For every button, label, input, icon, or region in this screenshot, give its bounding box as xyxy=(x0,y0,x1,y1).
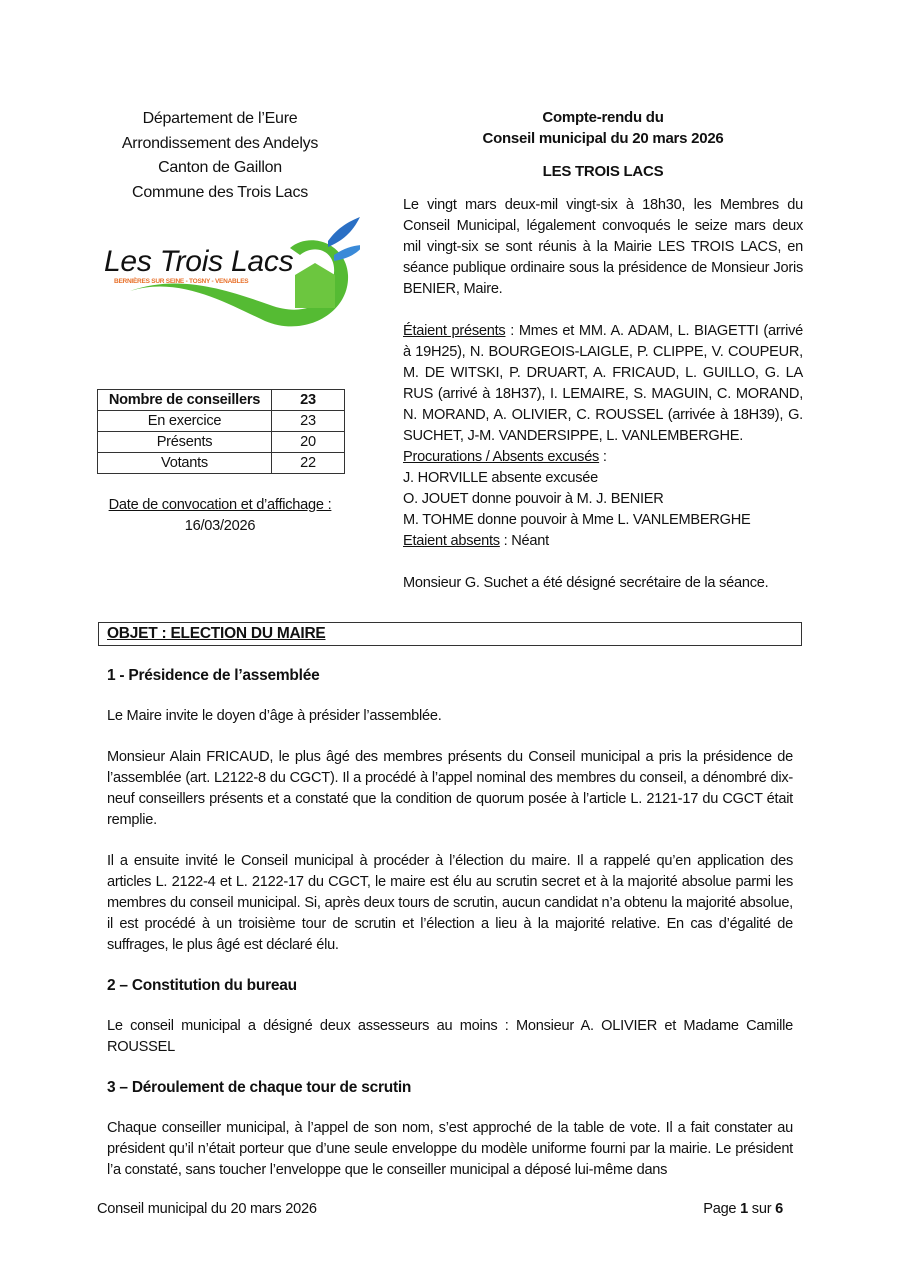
convocation-value: 16/03/2026 xyxy=(184,518,256,534)
table-row xyxy=(98,453,345,474)
conseillers-table xyxy=(97,389,345,474)
section-heading: 2 – Constitution du bureau xyxy=(107,977,297,994)
row-label: Nombre de conseillers xyxy=(98,390,272,411)
table-row xyxy=(98,432,345,453)
left-column xyxy=(95,107,345,594)
presents-text: : Mmes et MM. A. ADAM, L. BIAGETTI (arrivé à 19H25), N. BOURGEOIS-LAIGLE, P. CLIPPE, V. COUPEUR, M. DE WITSKI, P. DRUART, A. FRICAUD, L. GUILLO, G. LA RUS (arrivé à 18H37), I. LEMAIRE, S. MAGUIN, C. MORAND, N. MORAND, A. OLIVIER, C. ROUSSEL (arrivée à 18H39), G. SUCHET, J-M. VANDERSIPPE, L. VANLEMBERGHE. xyxy=(403,323,803,444)
current-page: 1 xyxy=(740,1201,748,1217)
administrative-header xyxy=(95,107,345,205)
absents-label: Etaient absents xyxy=(403,533,500,549)
page-number xyxy=(703,1201,783,1217)
paragraph: Monsieur Alain FRICAUD, le plus âgé des membres présents du Conseil municipal a pris la présidence de l’assemblée (art. L2122-8 du CGCT). Il a procédé à l’appel nominal des membres du conseil, a dénombré dix-neuf conseillers présents et a constaté que la condition de quorum posée à l’article L. 2121-17 du CGCT était remplie. xyxy=(107,749,793,828)
row-value: 23 xyxy=(272,390,345,411)
convocation-date xyxy=(95,495,345,537)
commune-title: LES TROIS LACS xyxy=(542,163,664,180)
section-heading: 3 – Déroulement de chaque tour de scrutin xyxy=(107,1079,412,1096)
procuration-item: M. TOHME donne pouvoir à Mme L. VANLEMBERGHE xyxy=(403,512,751,528)
arrondissement: Arrondissement des Andelys xyxy=(121,134,319,152)
page-sep: sur xyxy=(747,1201,776,1217)
table-row xyxy=(98,411,345,432)
commune: Commune des Trois Lacs xyxy=(132,183,308,201)
page-footer xyxy=(97,1201,783,1223)
section-heading: 1 - Présidence de l’assemblée xyxy=(107,667,320,684)
row-value: 20 xyxy=(272,432,345,453)
report-title xyxy=(403,107,803,149)
objet-box xyxy=(98,622,802,646)
objet-title: OBJET : ELECTION DU MAIRE xyxy=(107,625,326,642)
right-column xyxy=(403,107,803,594)
procuration-item: J. HORVILLE absente excusée xyxy=(403,470,598,486)
paragraph: Le Maire invite le doyen d’âge à présider l’assemblée. xyxy=(107,708,442,724)
total-pages: 6 xyxy=(775,1201,783,1217)
commune-logo xyxy=(100,213,360,339)
canton: Canton de Gaillon xyxy=(158,159,282,176)
presents-paragraph xyxy=(403,321,803,447)
paragraph: Le conseil municipal a désigné deux assesseurs au moins : Monsieur A. OLIVIER et Madame Camille ROUSSEL xyxy=(107,1018,793,1055)
paragraph: Chaque conseiller municipal, à l’appel de son nom, s’est approché de la table de vote. Il a fait constater au président qu’il n’était porteur que d’une seule enveloppe du modèle uniforme fourni par la mairie. Le président l’a constaté, sans toucher l’enveloppe que le conseiller municipal a déposé lui-même dans xyxy=(107,1120,793,1178)
secretaire-line: Monsieur G. Suchet a été désigné secrétaire de la séance. xyxy=(403,575,769,591)
row-label: En exercice xyxy=(98,411,272,432)
meeting-details xyxy=(403,195,803,594)
page-prefix: Page xyxy=(703,1201,741,1217)
table-row xyxy=(98,390,345,411)
paragraph: Il a ensuite invité le Conseil municipal à procéder à l’élection du maire. Il a rappelé qu’en application des articles L. 2122-4 et L. 2122-17 du CGCT, le maire est élu au scrutin secret et à la majorité absolue parmi les membres du conseil municipal. Si, après deux tours de scrutin, aucun candidat n’a obtenu la majorité absolue, il est procédé à un troisième tour de scrutin et l’élection a lieu à la majorité relative. En cas d’égalité de suffrages, le plus âgé est déclaré élu. xyxy=(107,853,793,953)
row-label: Présents xyxy=(98,432,272,453)
footer-title: Conseil municipal du 20 mars 2026 xyxy=(97,1201,317,1217)
procurations-suffix: : xyxy=(599,449,607,465)
absents-text: : Néant xyxy=(499,533,549,549)
procuration-item: O. JOUET donne pouvoir à M. J. BENIER xyxy=(403,491,664,507)
svg-text:Les Trois Lacs: Les Trois Lacs xyxy=(104,245,294,278)
intro-paragraph: Le vingt mars deux-mil vingt-six à 18h30, les Membres du Conseil Municipal, légalement convoqués le seize mars deux mil vingt-six se sont réunis à la Mairie LES TROIS LACS, en séance publique ordinaire sous la présidence de Monsieur Joris BENIER, Maire. xyxy=(403,197,803,297)
main-content xyxy=(107,666,793,1181)
title-line: Conseil municipal du 20 mars 2026 xyxy=(482,130,724,147)
title-line: Compte-rendu du xyxy=(542,109,664,126)
convocation-label: Date de convocation et d’affichage : xyxy=(108,497,332,513)
procurations-label: Procurations / Absents excusés xyxy=(403,449,600,465)
svg-text:BERNIÈRES SUR SEINE - TOSNY -: BERNIÈRES SUR SEINE - TOSNY - VENABLES xyxy=(114,278,249,285)
row-value: 23 xyxy=(272,411,345,432)
page-header xyxy=(95,107,803,594)
row-value: 22 xyxy=(272,453,345,474)
row-label: Votants xyxy=(98,453,272,474)
departement: Département de l’Eure xyxy=(142,110,298,127)
presents-label: Étaient présents xyxy=(403,323,506,339)
procurations-block xyxy=(403,447,803,594)
